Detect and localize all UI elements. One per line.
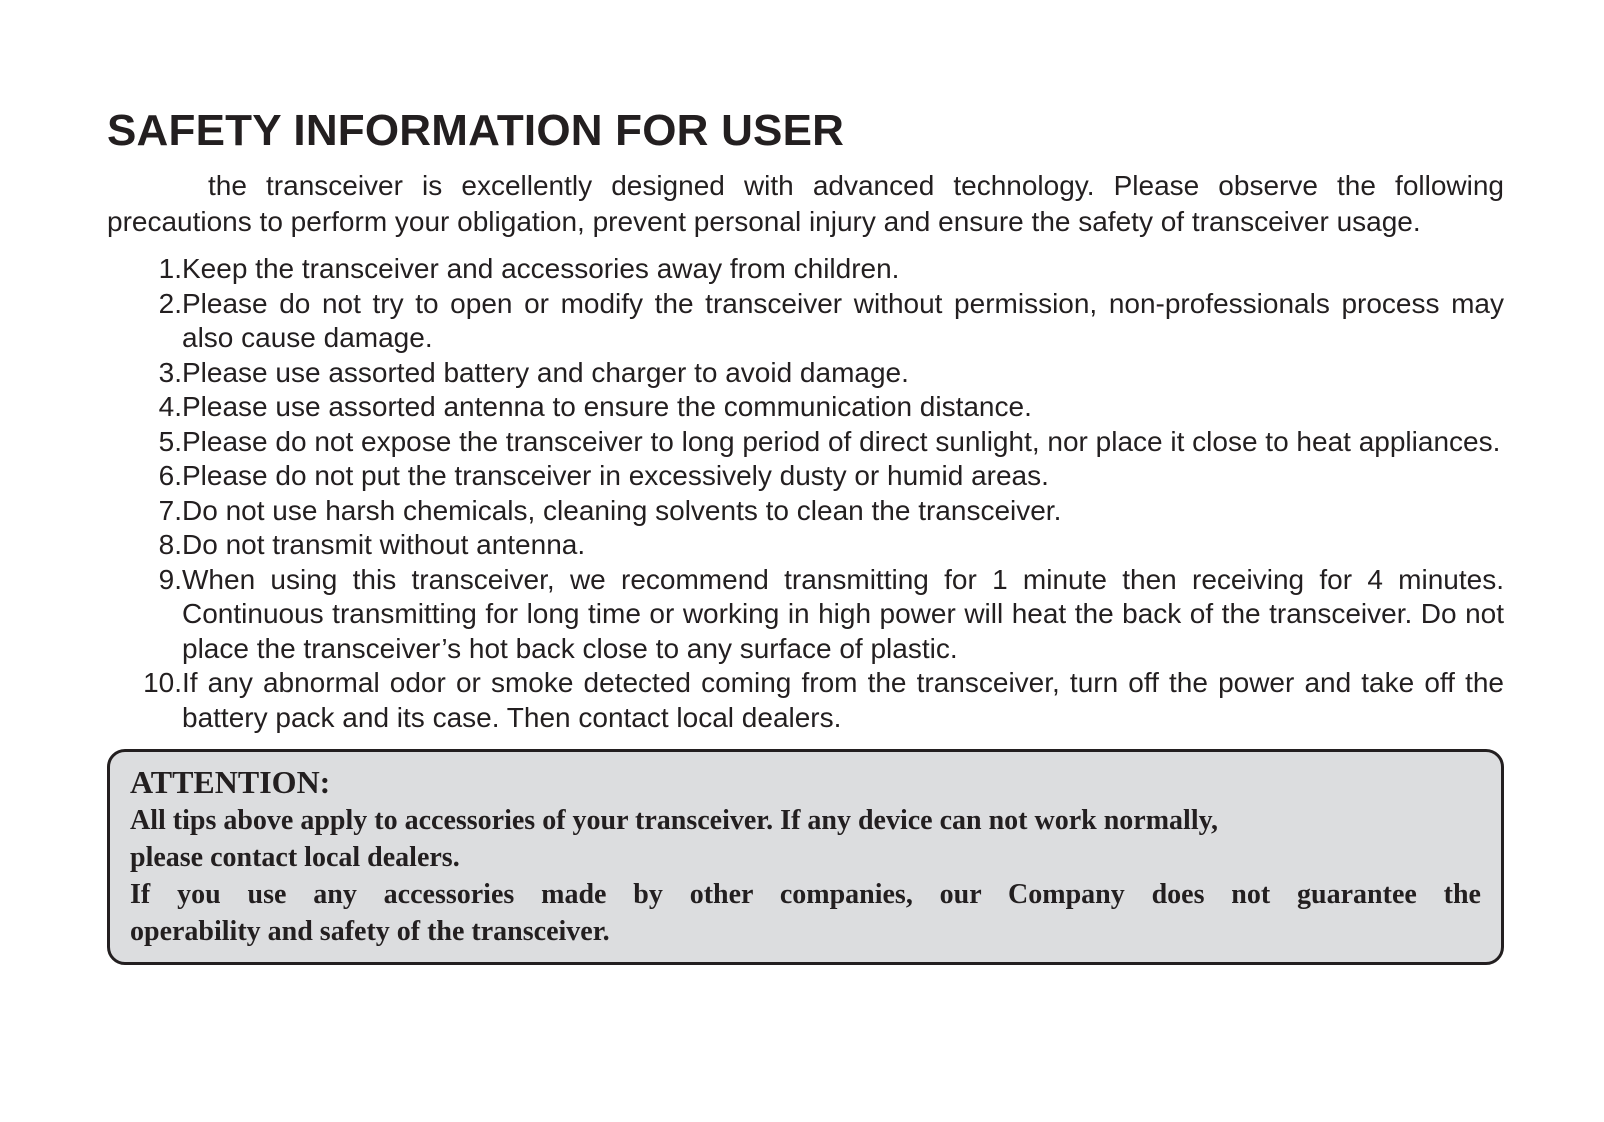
list-item (107, 563, 1504, 667)
list-item-number: 6. (158, 460, 182, 491)
attention-heading: ATTENTION: (130, 764, 331, 800)
list-item-text: Keep the transceiver and accessories away from children. (182, 253, 900, 284)
list-item-text: Do not transmit without antenna. (182, 529, 586, 560)
list-item (107, 459, 1504, 494)
list-item (107, 390, 1504, 425)
attention-line: please contact local dealers. (130, 842, 460, 873)
list-item (107, 356, 1504, 391)
list-item-number: 10. (143, 667, 182, 698)
list-item (107, 287, 1504, 356)
list-item-number: 5. (158, 425, 182, 457)
list-item-text: Do not use harsh chemicals, cleaning solvents to clean the transceiver. (182, 494, 1062, 526)
list-item-text: Please do not try to open or modify the transceiver without permission, non-professionals process may also cause damage. (182, 287, 1504, 353)
list-item-number: 2. (158, 287, 182, 319)
intro-paragraph: the transceiver is excellently designed with advanced technology. Please observe the following precautions to perform your obligation, prevent personal injury and ensure the safety of transceiver usage. (107, 170, 1504, 237)
list-item (107, 252, 1504, 287)
list-item-number: 3. (158, 356, 182, 388)
list-item-number: 4. (158, 391, 182, 422)
safety-list (107, 252, 1504, 735)
list-item-text: When using this transceiver, we recommend transmitting for 1 minute then receiving for 4 minutes. Continuous transmitting for long time or working in high power will heat the back of the transceiver. Do not place the transceiver’s hot back close to any surface of plastic. (182, 563, 1504, 664)
list-item (107, 425, 1504, 460)
list-item-number: 1. (158, 253, 182, 284)
list-item-number: 7. (158, 494, 182, 526)
list-item (107, 494, 1504, 529)
attention-line: If you use any accessories made by other companies, our Company does not guarantee the (130, 879, 1481, 910)
page-title: SAFETY INFORMATION FOR USER (107, 106, 845, 155)
list-item (107, 666, 1504, 735)
list-item-text: Please use assorted battery and charger to avoid damage. (182, 356, 909, 388)
attention-line: operability and safety of the transceiver. (130, 916, 610, 947)
list-item (107, 528, 1504, 563)
attention-line: All tips above apply to accessories of your transceiver. If any device can not work normally, (130, 805, 1219, 836)
list-item-text: Please do not put the transceiver in excessively dusty or humid areas. (182, 460, 1049, 491)
list-item-text: Please do not expose the transceiver to long period of direct sunlight, nor place it close to heat appliances. (182, 425, 1501, 457)
list-item-number: 9. (158, 563, 182, 595)
list-item-text: If any abnormal odor or smoke detected coming from the transceiver, turn off the power and take off the battery pack and its case. Then contact local dealers. (182, 667, 1504, 733)
document-page (107, 104, 1504, 965)
list-item-number: 8. (158, 529, 182, 560)
list-item-text: Please use assorted antenna to ensure the communication distance. (182, 391, 1032, 422)
attention-box (107, 749, 1504, 965)
